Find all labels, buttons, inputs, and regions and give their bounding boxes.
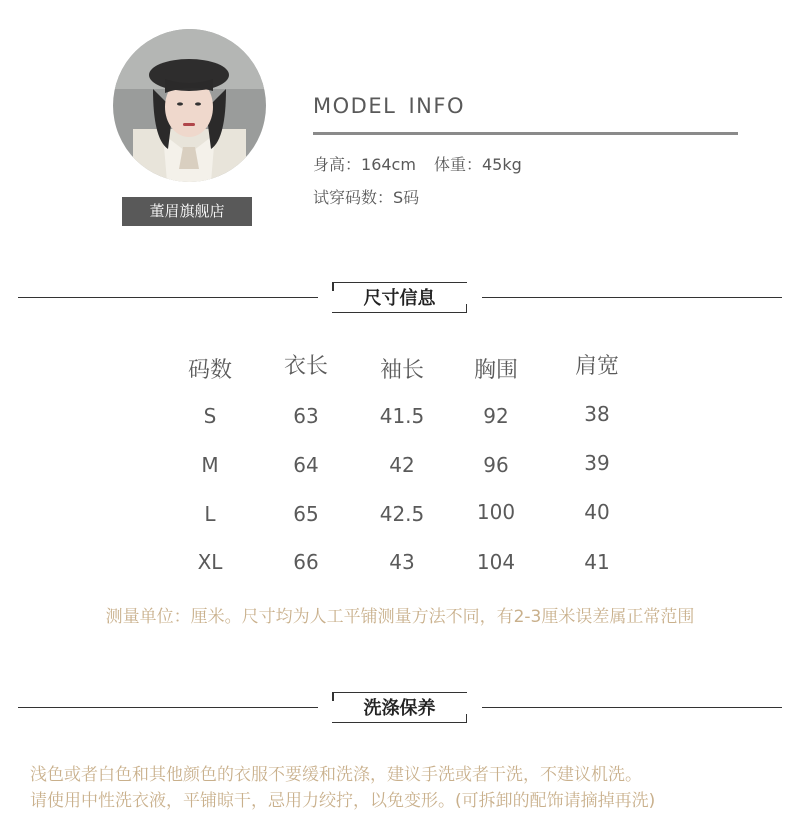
care-section-rule-left [18, 707, 318, 708]
table-cell: 92 [483, 404, 509, 428]
table-cell: 65 [293, 502, 319, 526]
model-info-divider [313, 132, 738, 135]
table-cell: 104 [476, 550, 516, 574]
table-cell: L [204, 502, 216, 526]
model-trial-size [313, 185, 419, 208]
table-cell: 41 [584, 550, 610, 574]
model-measurements [313, 152, 522, 175]
table-cell: 42 [389, 453, 415, 477]
table-cell: S [203, 404, 217, 428]
model-photo [113, 29, 266, 182]
care-instructions-line-1: 浅色或者白色和其他颜色的衣服不要缓和洗涤，建议手洗或者干洗，不建议机洗。 [30, 765, 642, 785]
size-section-rule-right [482, 297, 782, 298]
table-header-cell: 肩宽 [574, 354, 619, 379]
table-cell: 40 [584, 500, 610, 524]
trial-size-value: S码 [393, 188, 420, 207]
measurement-note: 测量单位：厘米。尺寸均为人工平铺测量方法不同，有2-3厘米误差属正常范围 [105, 607, 695, 627]
height-value: 164cm [361, 155, 416, 174]
trial-size-label: 试穿码数： [313, 188, 394, 207]
table-cell: 63 [293, 404, 319, 428]
table-cell: 41.5 [379, 404, 425, 428]
table-header-cell: 衣长 [283, 354, 328, 379]
table-cell: 38 [584, 402, 610, 426]
table-cell: 64 [293, 453, 319, 477]
table-cell: 39 [584, 451, 610, 475]
size-section-rule-left [18, 297, 318, 298]
model-info-title: MODEL INFO [313, 94, 465, 118]
care-section-rule-right [482, 707, 782, 708]
weight-value: 45kg [481, 155, 522, 174]
table-cell: 66 [293, 550, 319, 574]
care-section-title: 洗涤保养 [332, 692, 467, 723]
table-cell: 43 [389, 550, 415, 574]
size-section-title: 尺寸信息 [332, 282, 467, 313]
table-cell: M [201, 453, 219, 477]
model-avatar [113, 29, 266, 182]
height-label: 身高： [313, 155, 362, 174]
table-cell: XL [197, 550, 223, 574]
weight-label: 体重： [433, 155, 482, 174]
table-cell: 100 [476, 500, 516, 524]
table-cell: 42.5 [379, 502, 425, 526]
table-cell: 96 [483, 453, 509, 477]
table-header-cell: 码数 [187, 358, 232, 383]
table-header-cell: 胸围 [473, 358, 518, 383]
table-header-cell: 袖长 [379, 358, 424, 383]
care-instructions-line-2: 请使用中性洗衣液，平铺晾干，忌用力绞拧，以免变形。(可拆卸的配饰请摘掉再洗) [30, 791, 656, 811]
shop-name-badge: 董眉旗舰店 [122, 197, 252, 226]
